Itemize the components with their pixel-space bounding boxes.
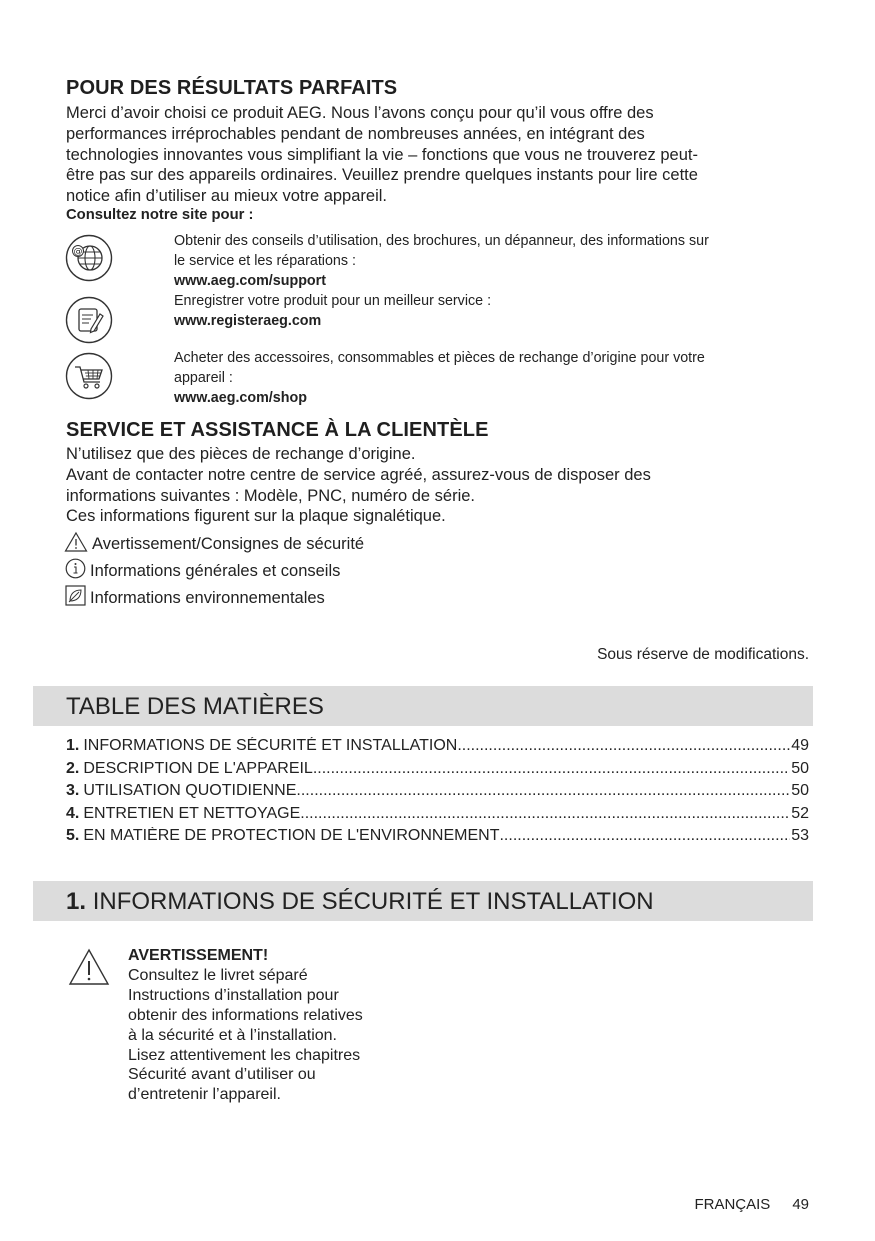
page-footer [694, 1196, 809, 1213]
item-text-line: Enregistrer votre produit pour un meilleur service : [174, 293, 492, 309]
toc-entry-title: ENTRETIEN ET NETTOYAGE [83, 805, 301, 822]
warning-block [128, 946, 363, 1105]
warning-line: à la sécurité et à l’installation. [128, 1026, 337, 1044]
register-note-icon [65, 296, 113, 344]
toc-entry-title: DESCRIPTION DE L'APPAREIL [83, 760, 313, 777]
service-line: informations suivantes : Modèle, PNC, numéro de série. [66, 486, 476, 505]
chapter-title [66, 888, 654, 916]
support-link[interactable]: www.aeg.com/support [174, 272, 326, 289]
consult-label: Consultez notre site pour : [66, 207, 254, 223]
footer-page-number: 49 [792, 1196, 809, 1213]
svg-text:@: @ [73, 247, 83, 257]
item-text-line: Obtenir des conseils d’utilisation, des brochures, un dépanneur, des informations sur [174, 233, 709, 249]
toc-entry[interactable] [66, 737, 809, 755]
footer-language: FRANÇAIS [694, 1196, 771, 1213]
toc-entry-title: UTILISATION QUOTIDIENNE [83, 782, 297, 799]
chapter-number: 1. [66, 888, 87, 915]
warning-triangle-icon [64, 531, 88, 558]
intro-paragraph [66, 103, 698, 207]
toc-entry[interactable] [66, 805, 809, 823]
leaf-icon [65, 585, 86, 611]
service-paragraph [66, 444, 651, 527]
toc-entry-page: 53 [791, 827, 809, 844]
toc-title: TABLE DES MATIÈRES [66, 693, 324, 720]
service-line: Ces informations figurent sur la plaque signalétique. [66, 507, 446, 526]
warning-line: Sécurité avant d’utiliser ou [128, 1066, 316, 1084]
toc-entry-page: 50 [791, 760, 809, 777]
toc-entry-title: INFORMATIONS DE SÉCURITÉ ET INSTALLATION [83, 737, 458, 754]
intro-line: être pas sur des appareils ordinaires. Veuillez prendre quelques instants pour lire cette [66, 166, 698, 185]
legend-label: Informations environnementales [90, 588, 325, 607]
legend-warning [64, 532, 364, 556]
toc-entry-page: 52 [791, 805, 809, 822]
legend-environment [65, 586, 325, 610]
globe-at-icon [65, 234, 113, 282]
toc-entry-number: 2. [66, 760, 80, 777]
legend-label: Informations générales et conseils [90, 561, 341, 580]
service-item-shop [174, 349, 705, 408]
info-circle-icon [65, 558, 86, 584]
chapter-title-text: INFORMATIONS DE SÉCURITÉ ET INSTALLATION [92, 888, 654, 915]
warning-line: Lisez attentivement les chapitres [128, 1046, 361, 1064]
register-link[interactable]: www.registeraeg.com [174, 312, 322, 329]
intro-line: Merci d’avoir choisi ce produit AEG. Nous l’avons conçu pour qu’il vous offre des [66, 104, 654, 122]
toc-entry-page: 49 [791, 737, 809, 754]
service-line: Avant de contacter notre centre de service agréé, assurez-vous de disposer des [66, 465, 651, 484]
modifications-notice: Sous réserve de modifications. [597, 646, 809, 663]
warning-title: AVERTISSEMENT! [128, 947, 269, 964]
warning-line: obtenir des informations relatives [128, 1006, 363, 1024]
service-item-support [174, 232, 709, 291]
toc-entry-number: 5. [66, 827, 80, 844]
intro-line: technologies innovantes vous simplifiant la vie – fonctions que vous ne trouverez peut- [66, 145, 698, 164]
intro-line: performances irréprochables pendant de nombreuses années, en intégrant des [66, 124, 645, 143]
toc-entry-number: 1. [66, 737, 80, 754]
shopping-cart-icon [65, 352, 113, 400]
warning-line: d’entretenir l’appareil. [128, 1086, 281, 1104]
toc-entry[interactable] [66, 760, 809, 778]
intro-line: notice afin d’utiliser au mieux votre appareil. [66, 187, 388, 206]
heading-results: POUR DES RÉSULTATS PARFAITS [66, 77, 398, 99]
toc-entry-page: 50 [791, 782, 809, 799]
item-text-line: le service et les réparations : [174, 252, 356, 269]
toc-leader-dots [300, 805, 790, 823]
toc-leader-dots [499, 827, 790, 845]
service-line: N’utilisez que des pièces de rechange d’origine. [66, 445, 416, 463]
legend-info [65, 559, 340, 583]
toc-leader-dots [296, 782, 790, 800]
toc-entry-title: EN MATIÈRE DE PROTECTION DE L'ENVIRONNEMENT [83, 827, 500, 844]
toc-leader-dots [313, 760, 790, 778]
service-item-register [174, 292, 491, 332]
toc-entry[interactable] [66, 782, 809, 800]
toc-entry-number: 4. [66, 805, 80, 822]
toc-entry-number: 3. [66, 782, 80, 799]
warning-line: Instructions d’installation pour [128, 986, 339, 1004]
shop-link[interactable]: www.aeg.com/shop [174, 389, 307, 406]
toc-entry[interactable] [66, 827, 809, 845]
warning-line: Consultez le livret séparé [128, 966, 308, 984]
warning-triangle-icon [68, 948, 110, 991]
legend-label: Avertissement/Consignes de sécurité [92, 534, 365, 553]
item-text-line: Acheter des accessoires, consommables et pièces de rechange d’origine pour votre [174, 350, 705, 366]
item-text-line: appareil : [174, 369, 233, 386]
heading-service: SERVICE ET ASSISTANCE À LA CLIENTÈLE [66, 419, 489, 441]
toc-leader-dots [457, 737, 790, 755]
